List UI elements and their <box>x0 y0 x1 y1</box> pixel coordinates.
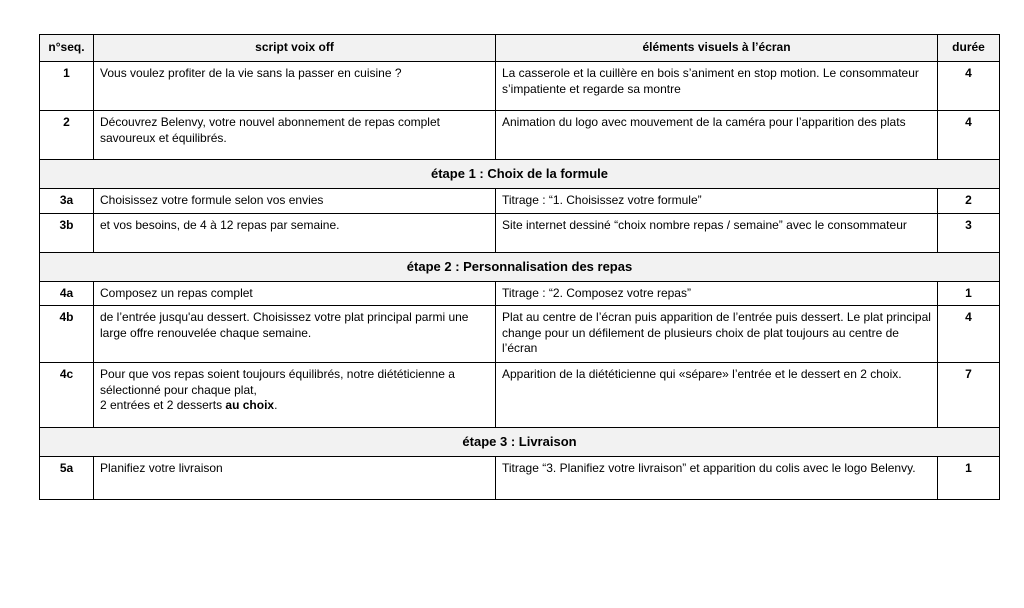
section-row <box>40 428 1000 457</box>
table-row <box>40 111 1000 160</box>
section-title: étape 1 : Choix de la formule <box>40 160 1000 189</box>
seq-cell: 4c <box>40 363 94 428</box>
duration-cell: 4 <box>938 62 1000 111</box>
seq-cell: 3b <box>40 213 94 252</box>
duration-cell: 1 <box>938 281 1000 306</box>
header-visuals: éléments visuels à l’écran <box>496 35 938 62</box>
voice-cell: Découvrez Belenvy, votre nouvel abonnement de repas complet savoureux et équilibrés. <box>94 111 496 160</box>
section-title: étape 3 : Livraison <box>40 428 1000 457</box>
duration-cell: 4 <box>938 306 1000 363</box>
duration-cell: 2 <box>938 189 1000 214</box>
visuals-cell: Titrage “3. Planifiez votre livraison” et apparition du colis avec le logo Belenvy. <box>496 457 938 500</box>
header-voice: script voix off <box>94 35 496 62</box>
voice-cell: de l’entrée jusqu'au dessert. Choisissez votre plat principal parmi une large offre renouvelée chaque semaine. <box>94 306 496 363</box>
section-row <box>40 160 1000 189</box>
voice-line: 2 entrées et 2 desserts <box>100 398 226 412</box>
section-title: étape 2 : Personnalisation des repas <box>40 252 1000 281</box>
table-row <box>40 363 1000 428</box>
visuals-cell: Apparition de la diététicienne qui «sépare» l’entrée et le dessert en 2 choix. <box>496 363 938 428</box>
table-row <box>40 189 1000 214</box>
table-row <box>40 213 1000 252</box>
seq-cell: 5a <box>40 457 94 500</box>
voice-emphasis: au choix <box>225 398 275 412</box>
duration-cell: 7 <box>938 363 1000 428</box>
table-row <box>40 306 1000 363</box>
voice-line: Pour que vos repas soient toujours équilibrés, notre diététicienne a sélectionné pour chaque plat, <box>100 367 455 397</box>
voice-cell: Vous voulez profiter de la vie sans la passer en cuisine ? <box>94 62 496 111</box>
header-seq: n°seq. <box>40 35 94 62</box>
voice-cell: et vos besoins, de 4 à 12 repas par semaine. <box>94 213 496 252</box>
table-row <box>40 62 1000 111</box>
visuals-cell: Titrage : “2. Composez votre repas” <box>496 281 938 306</box>
header-duration: durée <box>938 35 1000 62</box>
seq-cell: 4b <box>40 306 94 363</box>
duration-cell: 3 <box>938 213 1000 252</box>
visuals-cell: Titrage : “1. Choisissez votre formule” <box>496 189 938 214</box>
visuals-cell: Animation du logo avec mouvement de la caméra pour l’apparition des plats <box>496 111 938 160</box>
section-row <box>40 252 1000 281</box>
voice-cell: Choisissez votre formule selon vos envies <box>94 189 496 214</box>
seq-cell: 4a <box>40 281 94 306</box>
table-row <box>40 281 1000 306</box>
voice-punctuation: . <box>274 398 278 412</box>
voice-cell <box>94 363 496 428</box>
seq-cell: 2 <box>40 111 94 160</box>
visuals-cell: Site internet dessiné “choix nombre repas / semaine” avec le consommateur <box>496 213 938 252</box>
table-row <box>40 457 1000 500</box>
seq-cell: 1 <box>40 62 94 111</box>
visuals-cell: Plat au centre de l’écran puis apparition de l’entrée puis dessert. Le plat principal change pour un défilement de plusieurs choix de plat toujours au centre de l’écran <box>496 306 938 363</box>
visuals-cell: La casserole et la cuillère en bois s’animent en stop motion. Le consommateur s’impatiente et regarde sa montre <box>496 62 938 111</box>
header-row <box>40 35 1000 62</box>
seq-cell: 3a <box>40 189 94 214</box>
voice-cell: Composez un repas complet <box>94 281 496 306</box>
duration-cell: 4 <box>938 111 1000 160</box>
voice-cell: Planifiez votre livraison <box>94 457 496 500</box>
script-table <box>39 34 1000 500</box>
duration-cell: 1 <box>938 457 1000 500</box>
